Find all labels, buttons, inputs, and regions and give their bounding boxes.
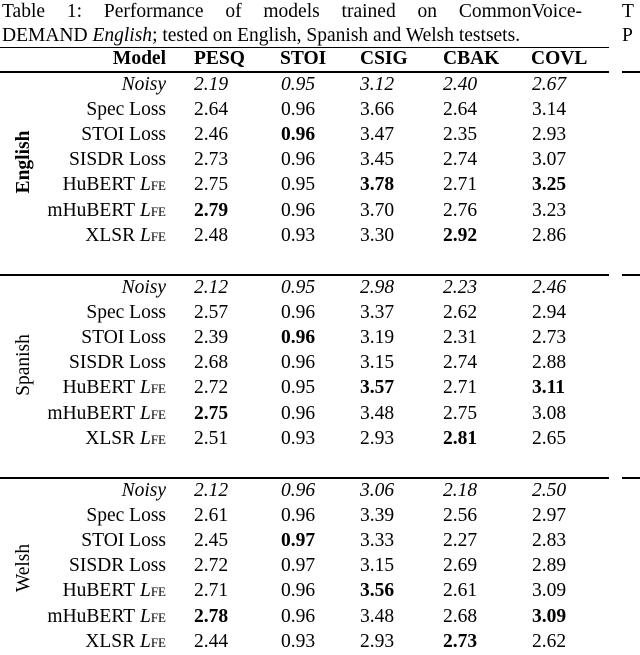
cell-csig: 3.12 <box>360 73 395 95</box>
table-header <box>0 46 609 71</box>
cell-covl: 3.11 <box>532 377 566 399</box>
cell-cbak: 2.71 <box>443 377 478 399</box>
cell-pesq: 2.19 <box>194 73 229 95</box>
cell-csig: 3.06 <box>360 479 395 501</box>
adjacent-column-rule <box>622 477 640 479</box>
cell-covl: 2.50 <box>532 479 567 501</box>
table-row <box>0 503 609 528</box>
cell-csig: 3.15 <box>360 352 395 374</box>
model-name: STOI Loss <box>81 326 166 348</box>
adjacent-column-fragment: P <box>622 25 633 46</box>
cell-pesq: 2.48 <box>194 224 229 246</box>
cell-cbak: 2.92 <box>443 224 478 246</box>
cell-csig: 3.48 <box>360 402 395 424</box>
cell-pesq: 2.72 <box>194 377 229 399</box>
table-row <box>0 275 609 300</box>
cell-covl: 2.62 <box>532 630 567 652</box>
cell-csig: 3.66 <box>360 98 395 120</box>
table-row <box>0 223 609 248</box>
table-row <box>0 478 609 503</box>
cell-csig: 2.93 <box>360 427 395 449</box>
model-name: mHuBERT LFE <box>47 605 166 627</box>
cell-cbak: 2.73 <box>443 630 478 652</box>
cell-cbak: 2.76 <box>443 199 478 221</box>
cell-pesq: 2.64 <box>194 98 229 120</box>
cell-pesq: 2.57 <box>194 301 229 323</box>
cell-stoi: 0.93 <box>281 630 316 652</box>
cell-stoi: 0.93 <box>281 224 316 246</box>
cell-pesq: 2.73 <box>194 149 229 171</box>
cell-pesq: 2.45 <box>194 529 229 551</box>
cell-stoi: 0.96 <box>281 580 316 602</box>
header-pesq: PESQ <box>194 48 245 69</box>
cell-covl: 3.09 <box>532 605 567 627</box>
cell-covl: 3.08 <box>532 402 567 424</box>
cell-csig: 3.70 <box>360 199 395 221</box>
cell-cbak: 2.69 <box>443 555 478 577</box>
model-name: STOI Loss <box>81 529 166 551</box>
cell-stoi: 0.96 <box>281 326 316 348</box>
cell-covl: 2.86 <box>532 224 567 246</box>
cell-cbak: 2.23 <box>443 276 478 298</box>
cell-cbak: 2.64 <box>443 98 478 120</box>
table-row <box>0 147 609 172</box>
cell-cbak: 2.56 <box>443 504 478 526</box>
group-label-english: English <box>13 130 34 194</box>
table-row <box>0 300 609 325</box>
cell-csig: 3.48 <box>360 605 395 627</box>
cell-csig: 3.33 <box>360 529 395 551</box>
cell-pesq: 2.46 <box>194 123 229 145</box>
cell-stoi: 0.97 <box>281 555 316 577</box>
model-name: mHuBERT LFE <box>47 402 166 424</box>
cell-pesq: 2.79 <box>194 199 229 221</box>
model-name: HuBERT LFE <box>62 377 166 399</box>
cell-pesq: 2.44 <box>194 630 229 652</box>
cell-covl: 3.14 <box>532 98 567 120</box>
table-row <box>0 553 609 578</box>
caption-line-2: DEMAND English; tested on English, Spanish and Welsh testsets. <box>2 25 521 46</box>
cell-csig: 3.19 <box>360 326 395 348</box>
cell-csig: 2.93 <box>360 630 395 652</box>
cell-cbak: 2.35 <box>443 123 478 145</box>
cell-cbak: 2.31 <box>443 326 478 348</box>
group-label-spanish: Spanish <box>13 334 34 397</box>
table-row <box>0 426 609 451</box>
header-model: Model <box>112 48 166 69</box>
table-row <box>0 97 609 122</box>
cell-covl: 2.73 <box>532 326 567 348</box>
cell-stoi: 0.96 <box>281 149 316 171</box>
table-row <box>0 72 609 97</box>
cell-stoi: 0.95 <box>281 73 316 95</box>
cell-csig: 2.98 <box>360 276 395 298</box>
table-row <box>0 350 609 375</box>
cell-csig: 3.37 <box>360 301 395 323</box>
cell-cbak: 2.18 <box>443 479 478 501</box>
group-label-welsh: Welsh <box>13 544 34 593</box>
model-name: SISDR Loss <box>69 352 166 374</box>
cell-csig: 3.15 <box>360 555 395 577</box>
cell-csig: 3.39 <box>360 504 395 526</box>
model-name: HuBERT LFE <box>62 174 166 196</box>
cell-stoi: 0.95 <box>281 174 316 196</box>
cell-covl: 2.97 <box>532 504 567 526</box>
model-name: HuBERT LFE <box>62 580 166 602</box>
cell-stoi: 0.96 <box>281 479 316 501</box>
cell-covl: 3.07 <box>532 149 567 171</box>
cell-csig: 3.56 <box>360 580 395 602</box>
table-row <box>0 401 609 426</box>
adjacent-column-rule <box>622 274 640 276</box>
model-name: Noisy <box>121 276 166 298</box>
cell-covl: 2.88 <box>532 352 567 374</box>
cell-csig: 3.57 <box>360 377 395 399</box>
cell-csig: 3.47 <box>360 123 395 145</box>
cell-stoi: 0.93 <box>281 427 316 449</box>
cell-pesq: 2.51 <box>194 427 229 449</box>
cell-stoi: 0.97 <box>281 529 316 551</box>
cell-covl: 3.09 <box>532 580 567 602</box>
cell-covl: 2.94 <box>532 301 567 323</box>
model-name: Noisy <box>121 73 166 95</box>
table-row <box>0 172 609 197</box>
header-csig: CSIG <box>360 48 408 69</box>
cell-stoi: 0.96 <box>281 402 316 424</box>
cell-cbak: 2.62 <box>443 301 478 323</box>
cell-stoi: 0.96 <box>281 352 316 374</box>
cell-stoi: 0.96 <box>281 199 316 221</box>
cell-csig: 3.30 <box>360 224 395 246</box>
cell-stoi: 0.96 <box>281 605 316 627</box>
header-stoi: STOI <box>280 48 327 69</box>
model-name: Spec Loss <box>86 98 166 120</box>
adjacent-column-fragment: T <box>622 1 634 22</box>
table-row <box>0 198 609 223</box>
model-name: Noisy <box>121 479 166 501</box>
model-name: Spec Loss <box>86 504 166 526</box>
cell-covl: 2.93 <box>532 123 567 145</box>
table-row <box>0 629 609 654</box>
caption-line-1: Table 1: Performance of models trained on CommonVoice- <box>2 1 582 22</box>
adjacent-column-rule <box>622 71 640 73</box>
cell-cbak: 2.68 <box>443 605 478 627</box>
cell-pesq: 2.75 <box>194 402 229 424</box>
cell-covl: 2.67 <box>532 73 567 95</box>
cell-covl: 2.46 <box>532 276 567 298</box>
cell-stoi: 0.96 <box>281 504 316 526</box>
model-name: SISDR Loss <box>69 555 166 577</box>
cell-pesq: 2.61 <box>194 504 229 526</box>
cell-covl: 2.65 <box>532 427 567 449</box>
cell-pesq: 2.68 <box>194 352 229 374</box>
cell-cbak: 2.75 <box>443 402 478 424</box>
cell-cbak: 2.27 <box>443 529 478 551</box>
cell-pesq: 2.78 <box>194 605 229 627</box>
cell-stoi: 0.96 <box>281 301 316 323</box>
cell-csig: 3.78 <box>360 174 395 196</box>
table-row <box>0 578 609 603</box>
cell-pesq: 2.72 <box>194 555 229 577</box>
cell-covl: 3.25 <box>532 174 567 196</box>
cell-stoi: 0.96 <box>281 98 316 120</box>
cell-cbak: 2.61 <box>443 580 478 602</box>
cell-pesq: 2.12 <box>194 276 229 298</box>
cell-pesq: 2.12 <box>194 479 229 501</box>
table-row <box>0 528 609 553</box>
model-name: mHuBERT LFE <box>47 199 166 221</box>
cell-cbak: 2.71 <box>443 174 478 196</box>
cell-covl: 2.89 <box>532 555 567 577</box>
table-caption <box>2 0 582 48</box>
cell-stoi: 0.95 <box>281 276 316 298</box>
header-covl: COVL <box>531 48 588 69</box>
cell-cbak: 2.81 <box>443 427 478 449</box>
model-name: Spec Loss <box>86 301 166 323</box>
table-row <box>0 325 609 350</box>
cell-stoi: 0.95 <box>281 377 316 399</box>
table-row <box>0 122 609 147</box>
header-cbak: CBAK <box>443 48 500 69</box>
model-name: STOI Loss <box>81 123 166 145</box>
cell-csig: 3.45 <box>360 149 395 171</box>
cell-covl: 3.23 <box>532 199 567 221</box>
cell-cbak: 2.40 <box>443 73 478 95</box>
cell-covl: 2.83 <box>532 529 567 551</box>
cell-cbak: 2.74 <box>443 149 478 171</box>
cell-cbak: 2.74 <box>443 352 478 374</box>
cell-pesq: 2.39 <box>194 326 229 348</box>
table-row <box>0 604 609 629</box>
model-name: XLSR LFE <box>85 427 166 449</box>
cell-pesq: 2.75 <box>194 174 229 196</box>
model-name: XLSR LFE <box>85 224 166 246</box>
cell-stoi: 0.96 <box>281 123 316 145</box>
cell-pesq: 2.71 <box>194 580 229 602</box>
model-name: SISDR Loss <box>69 149 166 171</box>
model-name: XLSR LFE <box>85 630 166 652</box>
table-row <box>0 375 609 400</box>
